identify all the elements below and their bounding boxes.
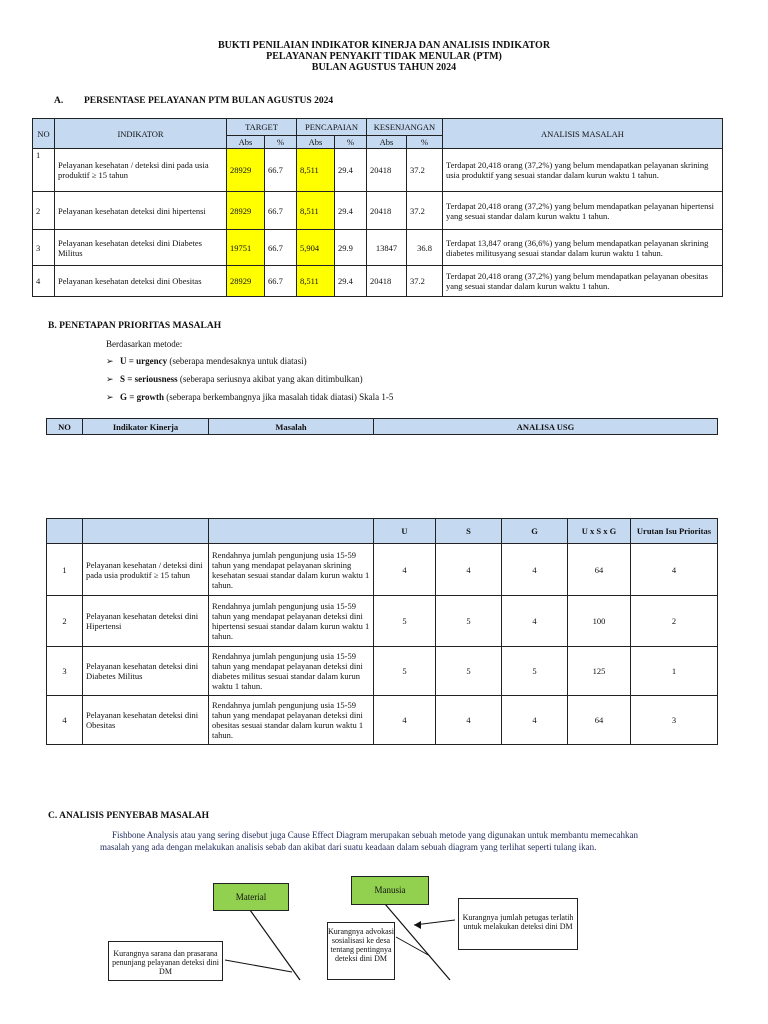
usg-head-g: G (502, 519, 568, 544)
table-row (33, 149, 723, 192)
col-pencapaian: PENCAPAIAN (297, 119, 367, 136)
cell-s: 5 (436, 647, 502, 696)
doc-title-line2: PELAYANAN PENYAKIT TIDAK MENULAR (PTM) (266, 51, 502, 62)
table-row (47, 544, 718, 596)
cell-s: 4 (436, 544, 502, 596)
cell-analisis: Terdapat 20,418 orang (37,2%) yang belum mendapatkan pelayanan hipertensi yang sesuai standar dalam kurun waktu 1 tahun. (443, 192, 723, 230)
usg-head-empty (209, 519, 374, 544)
cell-pencapaian-abs: 5,904 (297, 230, 335, 266)
cell-masalah: Rendahnya jumlah pengunjung usia 15-59 tahun yang mendapat pelayanan deteksi dini hipertensi sesuai standar dalam kurun waktu 1 tahun. (209, 596, 374, 647)
cell-indikator: Pelayanan kesehatan deteksi dini Obesitas (55, 266, 227, 297)
cell-analisis: Terdapat 20,418 orang (37,2%) yang belum mendapatkan pelayanan skrining usia produktif yang sesuai standar dalam kurun waktu 1 tahun. (443, 149, 723, 192)
col-target-pct: % (265, 136, 297, 149)
section-c-para2: masalah yang ada dengan melakukan analisis sebab dan akibat dari suatu keadaan dalam sebuah diagram yang terlihat seperti tulang ikan. (100, 842, 597, 852)
cell-pencapaian-abs: 8,511 (297, 266, 335, 297)
cell-urutan: 2 (631, 596, 718, 647)
cell-u: 5 (374, 647, 436, 696)
usg-head-empty (47, 519, 83, 544)
cell-no: 3 (47, 647, 83, 696)
usg-head-urutan: Urutan Isu Prioritas (631, 519, 718, 544)
table-row (47, 647, 718, 696)
cell-kesenjangan-abs: 20418 (367, 266, 407, 297)
col-analisis: ANALISIS MASALAH (443, 119, 723, 149)
arrow-bullet-icon: ➢ (106, 392, 114, 402)
table-row (33, 266, 723, 297)
col-pencapaian-abs: Abs (297, 136, 335, 149)
cell-masalah: Rendahnya jumlah pengunjung usia 15-59 tahun yang mendapat pelayanan deteksi dini obesitas sesuai standar dalam kurun waktu 1 tahun. (209, 696, 374, 745)
cell-target-pct: 66.7 (265, 149, 297, 192)
col-kesenjangan-pct: % (407, 136, 443, 149)
cell-g: 5 (502, 647, 568, 696)
cell-indikator: Pelayanan kesehatan deteksi dini Diabetes Militus (55, 230, 227, 266)
cell-pencapaian-pct: 29.4 (335, 149, 367, 192)
cell-u: 4 (374, 696, 436, 745)
cell-s: 5 (436, 596, 502, 647)
section-a-title: PERSENTASE PELAYANAN PTM BULAN AGUSTUS 2024 (84, 96, 334, 106)
cell-kesenjangan-abs: 13847 (367, 230, 407, 266)
cell-target-abs: 28929 (227, 192, 265, 230)
fishbone-manusia: Manusia (351, 876, 429, 905)
section-a-label: A. (54, 96, 64, 106)
col-indikator: INDIKATOR (55, 119, 227, 149)
arrow-head-icon (414, 921, 421, 929)
cell-urutan: 1 (631, 647, 718, 696)
cell-indikator: Pelayanan kesehatan / deteksi dini pada usia produktif ≥ 15 tahun (83, 544, 209, 596)
cell-uxsxg: 100 (568, 596, 631, 647)
doc-title-line1: BUKTI PENILAIAN INDIKATOR KINERJA DAN ANALISIS INDIKATOR (217, 40, 551, 51)
col-target: TARGET (227, 119, 297, 136)
col-no: NO (33, 119, 55, 149)
bullet-growth: ➢ G = growth (seberapa berkembangnya jika masalah tidak diatasi) Skala 1-5 (106, 392, 394, 402)
cell-g: 4 (502, 596, 568, 647)
cell-pencapaian-abs: 8,511 (297, 192, 335, 230)
table-row (33, 230, 723, 266)
cell-target-abs: 28929 (227, 149, 265, 192)
cell-indikator: Pelayanan kesehatan deteksi dini hipertensi (55, 192, 227, 230)
cell-kesenjangan-pct: 37.2 (407, 149, 443, 192)
col-kesenjangan: KESENJANGAN (367, 119, 443, 136)
cell-kesenjangan-pct: 37.2 (407, 266, 443, 297)
bullet-seriousness: ➢ S = seriousness (seberapa seriusnya akibat yang akan ditimbulkan) (106, 374, 363, 384)
col-pencapaian-pct: % (335, 136, 367, 149)
cell-indikator: Pelayanan kesehatan deteksi dini Obesitas (83, 696, 209, 745)
usg-head-s: S (436, 519, 502, 544)
bullet-urgency: ➢ U = urgency (seberapa mendesaknya untuk diatasi) (106, 356, 307, 366)
arrow-bullet-icon: ➢ (106, 374, 114, 384)
cell-no: 1 (47, 544, 83, 596)
cell-analisis: Terdapat 13,847 orang (36,6%) yang belum mendapatkan pelayanan skrining diabetes militusyang sesuai standar dalam kurun waktu 1 tahun. (443, 230, 723, 266)
cell-uxsxg: 64 (568, 696, 631, 745)
cell-uxsxg: 125 (568, 647, 631, 696)
cell-pencapaian-pct: 29.4 (335, 266, 367, 297)
usg-head-u: U (374, 519, 436, 544)
cell-u: 5 (374, 596, 436, 647)
cell-target-pct: 66.7 (265, 266, 297, 297)
cell-target-pct: 66.7 (265, 192, 297, 230)
cell-pencapaian-pct: 29.9 (335, 230, 367, 266)
cell-target-pct: 66.7 (265, 230, 297, 266)
cell-urutan: 4 (631, 544, 718, 596)
col-kesenjangan-abs: Abs (367, 136, 407, 149)
doc-title-line3: BULAN AGUSTUS TAHUN 2024 (311, 62, 457, 73)
table-usg (46, 518, 718, 745)
fishbone-material: Material (213, 883, 289, 911)
fishbone-box-sarana: Kurangnya sarana dan prasarana penunjang pelayanan deteksi dini DM (108, 941, 223, 981)
cell-target-abs: 28929 (227, 266, 265, 297)
usg-head-empty (83, 519, 209, 544)
usg-col-analisa: ANALISA USG (374, 419, 718, 435)
cell-s: 4 (436, 696, 502, 745)
cell-masalah: Rendahnya jumlah pengunjung usia 15-59 tahun yang mendapat pelayanan skrining kesehatan sesuai standar dalam kurun waktu 1 tahun. (209, 544, 374, 596)
table-kinerja (32, 118, 723, 297)
cell-uxsxg: 64 (568, 544, 631, 596)
fishbone-box-advokasi: Kurangnya advokasi sosialisasi ke desa tentang pentingnya deteksi dini DM (327, 922, 395, 980)
cell-g: 4 (502, 544, 568, 596)
usg-head-uxsxg: U x S x G (568, 519, 631, 544)
cell-indikator: Pelayanan kesehatan / deteksi dini pada usia produktif ≥ 15 tahun (55, 149, 227, 192)
table-row (33, 192, 723, 230)
cell-indikator: Pelayanan kesehatan deteksi dini Diabetes Militus (83, 647, 209, 696)
cell-kesenjangan-pct: 36.8 (407, 230, 443, 266)
usg-col-no: NO (47, 419, 83, 435)
cell-no: 2 (47, 596, 83, 647)
table-row (47, 696, 718, 745)
section-b-intro: Berdasarkan metode: (106, 339, 183, 349)
cell-no: 4 (47, 696, 83, 745)
cell-g: 4 (502, 696, 568, 745)
cell-masalah: Rendahnya jumlah pengunjung usia 15-59 tahun yang mendapat pelayanan deteksi dini diabetes militus sesuai standar dalam kurun waktu 1 tahun. (209, 647, 374, 696)
cell-kesenjangan-abs: 20418 (367, 149, 407, 192)
section-c-title: C. ANALISIS PENYEBAB MASALAH (48, 811, 210, 821)
cell-no: 3 (33, 230, 55, 266)
cell-pencapaian-pct: 29.4 (335, 192, 367, 230)
col-target-abs: Abs (227, 136, 265, 149)
section-b-title: B. PENETAPAN PRIORITAS MASALAH (48, 321, 222, 331)
fishbone-box-petugas: Kurangnya jumlah petugas terlatih untuk melakukan deteksi dini DM (458, 898, 578, 950)
section-c-para1: Fishbone Analysis atau yang sering disebut juga Cause Effect Diagram merupakan sebuah metode yang digunakan untuk membantu memecahkan (112, 830, 638, 840)
arrow-bullet-icon: ➢ (106, 356, 114, 366)
usg-col-masalah: Masalah (209, 419, 374, 435)
cell-kesenjangan-abs: 20418 (367, 192, 407, 230)
cell-pencapaian-abs: 8,511 (297, 149, 335, 192)
cell-urutan: 3 (631, 696, 718, 745)
cell-kesenjangan-pct: 37.2 (407, 192, 443, 230)
cell-no: 1 (33, 149, 55, 192)
cell-target-abs: 19751 (227, 230, 265, 266)
cell-analisis: Terdapat 20,418 orang (37,2%) yang belum mendapatkan pelayanan obesitas yang sesuai standar dalam kurun waktu 1 tahun. (443, 266, 723, 297)
cell-u: 4 (374, 544, 436, 596)
usg-col-indikator: Indikator Kinerja (83, 419, 209, 435)
cell-no: 2 (33, 192, 55, 230)
cell-no: 4 (33, 266, 55, 297)
cell-indikator: Pelayanan kesehatan deteksi dini Hipertensi (83, 596, 209, 647)
table-usg-header (46, 418, 718, 435)
table-row (47, 596, 718, 647)
